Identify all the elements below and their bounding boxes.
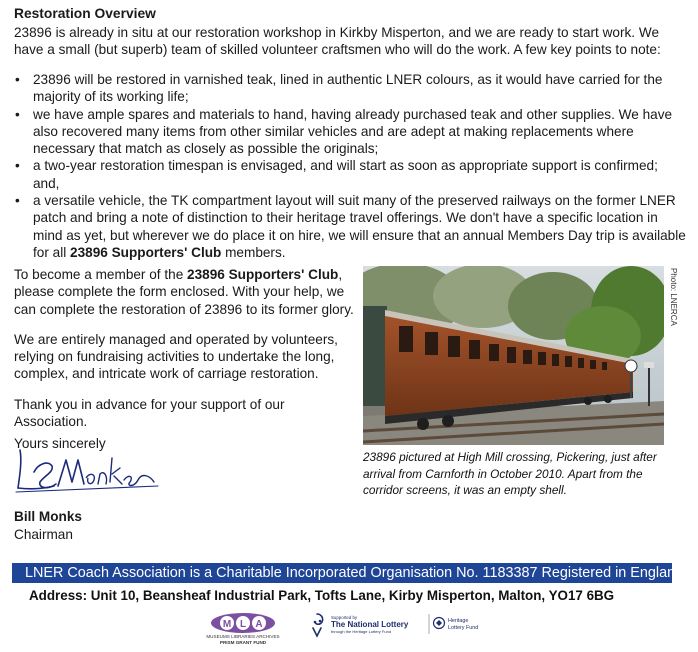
closing-line: Yours sincerely [14,436,106,452]
supporters-club-name: 23896 Supporters' Club [70,244,222,260]
lottery-sub-text: through the Heritage Lottery Fund [331,629,392,634]
signer-name: Bill Monks [14,509,82,524]
key-point-text: members. [221,244,286,260]
letter-body [14,266,356,453]
signature [14,446,160,496]
membership-text: To become a member of the [14,267,188,282]
section-heading: Restoration Overview [14,6,156,21]
key-point-item [14,192,686,261]
hlf-text: Heritage [448,618,469,624]
mla-caption: PRISM GRANT FUND [219,640,267,645]
thanks-paragraph: Thank you in advance for your support of our Association. [14,396,285,430]
hlf-text: Lottery Fund [448,625,479,631]
key-point-item: • 23896 will be restored in varnished teak, lined in authentic LNER colours, as it would have carried for the majority of its working life; [14,71,686,106]
carriage-photo [363,266,664,445]
mla-caption: MUSEUMS LIBRARIES ARCHIVES [206,634,280,639]
photo-caption: 23896 pictured at High Mill crossing, Pickering, just after arrival from Carnforth in October 2010. Apart from the corridor screens, it was an empty shell. [363,450,657,498]
address-line: Address: Unit 10, Beansheaf Industrial Park, Tofts Lane, Kirby Misperton, Malton, YO17 6BG [29,588,615,603]
mla-logo [197,612,289,646]
volunteers-paragraph: We are entirely managed and operated by volunteers, relying on fundraising activities to undertake the long, complex, and intricate work of carriage restoration. [14,331,338,382]
mla-letter: A [255,619,263,630]
supporters-club-name: 23896 Supporters' Club [187,267,339,282]
lottery-small-text: Supported by [331,615,358,620]
charity-banner: LNER Coach Association is a Charitable Incorporated Organisation No. 1183387 Registered in England [12,563,672,583]
key-point-item: • a two-year restoration timespan is envisaged, and will start as soon as appropriate support is confirmed; and, [14,157,686,192]
photo-credit: Photo: LNERCA [669,268,678,326]
mla-letter: M [222,619,232,630]
key-point-text: a versatile vehicle, the TK compartment layout will suit many of the preserved railways on the former LNER patch and bring a note of distinction to their heritage travel offerings. We don't have a specific location in mind as yet, but wherever we do place it on hire, we will ensure that an annual Members Day trip is available for all [33,193,686,260]
key-point-item: • we have ample spares and materials to hand, having already purchased teak and other supplies. We have also recovered many items from other similar vehicles and are adept at making replacements where necessary that match as closely as possible the originals; [14,106,686,158]
national-lottery-logo [307,612,422,638]
membership-paragraph [14,266,356,318]
heritage-lottery-fund-logo [428,612,490,638]
lottery-name: The National Lottery [331,620,409,629]
intro-paragraph: 23896 is already in situ at our restoration workshop in Kirkby Misperton, and we are ready to start work. We have a small (but superb) team of skilled volunteer craftsmen who will do the work. A few key points to note: [14,25,661,58]
key-points-list [14,71,686,261]
membership-text: , please complete the form enclosed. With your help, we can complete the restoration of 23896 to its former glory. [14,267,354,317]
mla-letter: L [239,619,247,630]
signer-role: Chairman [14,527,73,542]
